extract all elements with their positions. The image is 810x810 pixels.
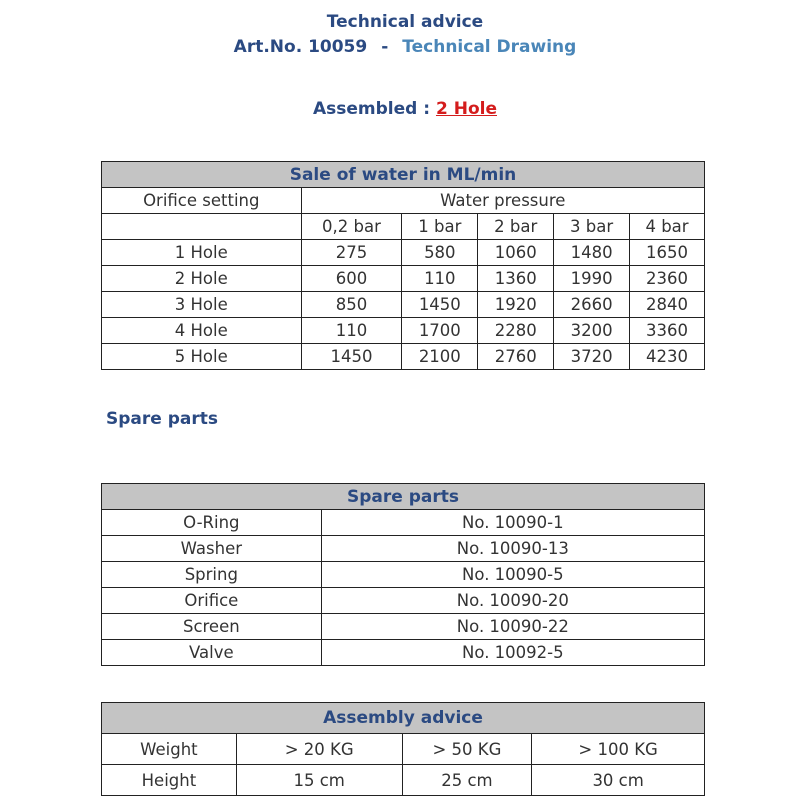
separator: - [381,37,389,57]
flow-value: 1700 [402,318,478,344]
pressure-column-header: 2 bar [478,214,554,240]
table-row [102,640,705,666]
flow-value: 2840 [630,292,705,318]
flow-value: 275 [301,240,402,266]
part-number: No. 10090-5 [321,562,704,588]
part-name: Valve [102,640,322,666]
article-number: Art.No. 10059 [233,37,368,57]
part-number: No. 10090-20 [321,588,704,614]
flow-value: 2360 [630,266,705,292]
assembly-label: Weight [102,734,237,765]
page-title: Technical advice [326,12,484,32]
spare-parts-heading: Spare parts [106,409,218,429]
assembly-value: > 20 KG [236,734,402,765]
assembly-value: 30 cm [532,765,705,796]
table-row [102,588,705,614]
part-name: O-Ring [102,510,322,536]
orifice-setting-header: Orifice setting [102,188,302,214]
part-name: Washer [102,536,322,562]
empty-cell [102,214,302,240]
assembly-value: 15 cm [236,765,402,796]
pressure-column-header: 3 bar [554,214,630,240]
table-row [102,266,705,292]
pressure-columns-row [102,214,705,240]
assembly-label: Height [102,765,237,796]
orifice-label: 5 Hole [102,344,302,370]
flow-value: 2280 [478,318,554,344]
spare-parts-table [101,483,705,666]
part-name: Orifice [102,588,322,614]
water-flow-table [101,161,705,370]
flow-value: 110 [301,318,402,344]
flow-value: 2660 [554,292,630,318]
flow-value: 3720 [554,344,630,370]
flow-value: 1920 [478,292,554,318]
table-row [102,510,705,536]
table-row [102,562,705,588]
water-pressure-header: Water pressure [301,188,704,214]
pressure-column-header: 4 bar [630,214,705,240]
table-row [102,765,705,796]
table-row [102,614,705,640]
table-row [102,240,705,266]
orifice-label: 3 Hole [102,292,302,318]
flow-value: 850 [301,292,402,318]
technical-drawing-link[interactable]: Technical Drawing [402,37,577,57]
part-name: Spring [102,562,322,588]
table-row [102,292,705,318]
part-number: No. 10090-22 [321,614,704,640]
assembly-advice-table [101,702,705,796]
flow-value: 580 [402,240,478,266]
part-number: No. 10090-1 [321,510,704,536]
pressure-column-header: 1 bar [402,214,478,240]
flow-value: 3360 [630,318,705,344]
table-row [102,536,705,562]
flow-value: 1060 [478,240,554,266]
flow-value: 1450 [402,292,478,318]
flow-value: 2760 [478,344,554,370]
flow-value: 110 [402,266,478,292]
assembly-value: 25 cm [402,765,532,796]
assembled-line [0,99,810,119]
assembled-value-link[interactable]: 2 Hole [435,99,497,119]
assembly-value: > 100 KG [532,734,705,765]
spare-table-title: Spare parts [102,484,705,510]
flow-value: 4230 [630,344,705,370]
orifice-label: 4 Hole [102,318,302,344]
flow-value: 600 [301,266,402,292]
flow-value: 1650 [630,240,705,266]
flow-value: 3200 [554,318,630,344]
assembly-value: > 50 KG [402,734,532,765]
flow-value: 1450 [301,344,402,370]
flow-value: 1480 [554,240,630,266]
flow-value: 1990 [554,266,630,292]
table-row [102,734,705,765]
part-number: No. 10090-13 [321,536,704,562]
table-row [102,318,705,344]
part-number: No. 10092-5 [321,640,704,666]
flow-value: 2100 [402,344,478,370]
orifice-label: 1 Hole [102,240,302,266]
table-row [102,344,705,370]
pressure-column-header: 0,2 bar [301,214,402,240]
orifice-label: 2 Hole [102,266,302,292]
assembled-label: Assembled : [313,99,431,119]
flow-value: 1360 [478,266,554,292]
article-line [0,37,810,57]
part-name: Screen [102,614,322,640]
flow-table-title: Sale of water in ML/min [102,162,705,188]
assembly-table-title: Assembly advice [102,703,705,734]
